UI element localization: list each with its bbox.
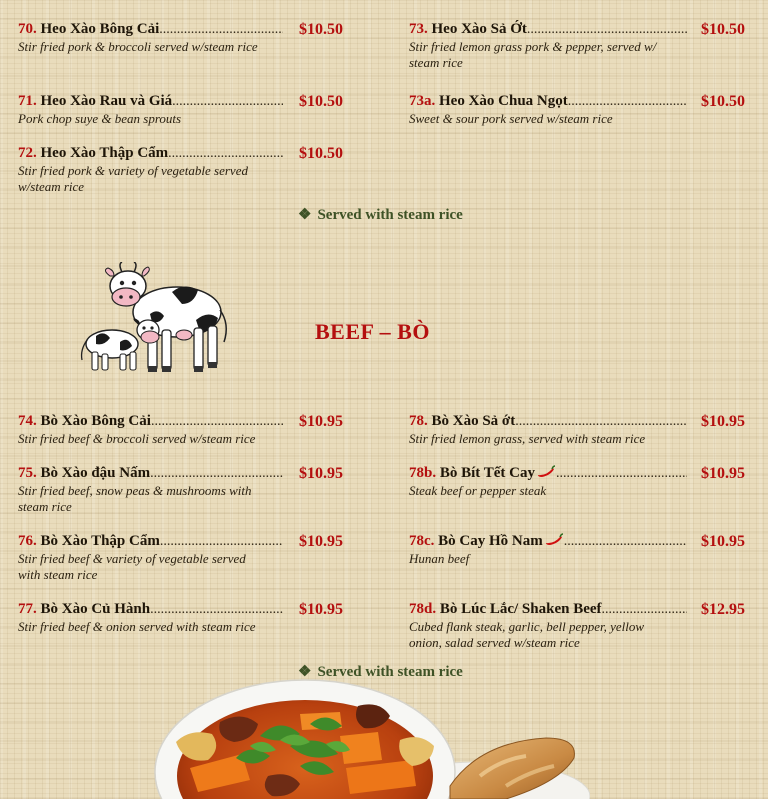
item-price: $10.95 (701, 413, 745, 430)
dot-leader (515, 414, 687, 430)
menu-item-71 (18, 93, 348, 127)
item-number: 78d. (409, 601, 437, 617)
item-price: $10.50 (299, 145, 343, 162)
item-description: Stir fried beef & onion served with steam rice (18, 619, 256, 634)
item-description: Pork chop suye & bean sprouts (18, 111, 182, 126)
item-price: $10.50 (701, 21, 745, 38)
menu-item-76 (18, 533, 348, 583)
item-price: $12.95 (701, 601, 745, 618)
item-name: Heo Xào Sả Ớt (431, 21, 527, 37)
item-number: 76. (18, 533, 37, 549)
chili-pepper-icon (536, 465, 556, 477)
menu-item-74 (18, 413, 348, 447)
menu-item-77 (18, 601, 348, 635)
item-description-line-1: Stir fried lemon grass pork & pepper, served w/ (409, 39, 657, 54)
item-number: 78c. (409, 533, 435, 549)
cows-illustration (72, 262, 232, 378)
item-number: 75. (18, 465, 37, 481)
item-name: Bò Xào Bông Cải (40, 413, 151, 429)
item-name: Bò Bít Tết Cay (439, 465, 535, 481)
item-price: $10.95 (299, 533, 343, 550)
item-number: 72. (18, 145, 37, 161)
dot-leader (150, 602, 283, 618)
item-number: 78. (409, 413, 428, 429)
dot-leader (556, 466, 687, 482)
item-price: $10.50 (299, 21, 343, 38)
note-text: Served with steam rice (317, 207, 463, 223)
item-description-line-1: Stir fried pork & variety of vegetable served (18, 163, 248, 178)
dot-leader (168, 146, 283, 162)
item-description-line-1: Stir fried beef, snow peas & mushrooms with (18, 483, 252, 498)
item-price: $10.95 (299, 601, 343, 618)
item-name: Bò Xào Củ Hành (40, 601, 151, 617)
item-number: 78b. (409, 465, 437, 481)
item-description-line-2: onion, salad served w/steam rice (409, 635, 580, 650)
item-description-line-2: steam rice (18, 499, 72, 514)
item-name: Bò Xào Thập Cẩm (40, 533, 160, 549)
item-number: 71. (18, 93, 37, 109)
item-description: Sweet & sour pork served w/steam rice (409, 111, 613, 126)
item-price: $10.50 (701, 93, 745, 110)
menu-item-72 (18, 145, 348, 195)
item-price: $10.50 (299, 93, 343, 110)
beef-stew-bowl-with-baguette (150, 676, 590, 799)
item-description: Hunan beef (409, 551, 470, 566)
item-description-line-1: Stir fried beef & variety of vegetable served (18, 551, 246, 566)
diamond-flower-icon: ❖ (298, 664, 312, 680)
item-name: Bò Cay Hồ Nam (438, 533, 543, 549)
item-description: Steak beef or pepper steak (409, 483, 547, 498)
item-name: Heo Xào Rau và Giá (40, 93, 173, 109)
dot-leader (160, 534, 283, 550)
chili-pepper-icon (544, 533, 564, 545)
dot-leader (150, 466, 283, 482)
item-description-line-1: Cubed flank steak, garlic, bell pepper, yellow (409, 619, 645, 634)
item-name: Bò Xào Sả ớt (431, 413, 516, 429)
menu-item-75 (18, 465, 348, 515)
dot-leader (564, 534, 687, 550)
dot-leader (527, 22, 687, 38)
served-with-rice-note (298, 205, 463, 224)
dot-leader (568, 94, 687, 110)
item-price: $10.95 (299, 465, 343, 482)
item-name: Bò Lúc Lắc/ Shaken Beef (439, 601, 602, 617)
section-title-beef: BEEF – BÒ (315, 319, 430, 344)
dot-leader (602, 602, 687, 618)
menu-item-70 (18, 21, 348, 55)
item-number: 73a. (409, 93, 436, 109)
item-description-line-2: steam rice (409, 55, 463, 70)
item-number: 73. (409, 21, 428, 37)
menu-item-78c (409, 533, 754, 567)
item-description: Stir fried pork & broccoli served w/steam rice (18, 39, 258, 54)
dot-leader (151, 414, 283, 430)
item-description-line-2: w/steam rice (18, 179, 85, 194)
item-description-line-2: with steam rice (18, 567, 98, 582)
menu-item-73 (409, 21, 754, 71)
note-text: Served with steam rice (317, 664, 463, 680)
item-name: Bò Xào đậu Nấm (40, 465, 151, 481)
item-name: Heo Xào Chua Ngọt (439, 93, 568, 109)
diamond-flower-icon: ❖ (298, 207, 312, 223)
item-description: Stir fried beef & broccoli served w/steam rice (18, 431, 256, 446)
menu-item-78b (409, 465, 754, 499)
item-price: $10.95 (701, 465, 745, 482)
item-price: $10.95 (299, 413, 343, 430)
item-number: 70. (18, 21, 37, 37)
item-price: $10.95 (701, 533, 745, 550)
item-number: 74. (18, 413, 37, 429)
dot-leader (159, 22, 283, 38)
menu-item-78 (409, 413, 754, 447)
menu-item-73a (409, 93, 754, 127)
item-name: Heo Xào Bông Cải (40, 21, 160, 37)
menu-item-78d (409, 601, 754, 651)
item-name: Heo Xào Thập Cẩm (40, 145, 169, 161)
dot-leader (172, 94, 283, 110)
item-description: Stir fried lemon grass, served with steam rice (409, 431, 646, 446)
item-number: 77. (18, 601, 37, 617)
